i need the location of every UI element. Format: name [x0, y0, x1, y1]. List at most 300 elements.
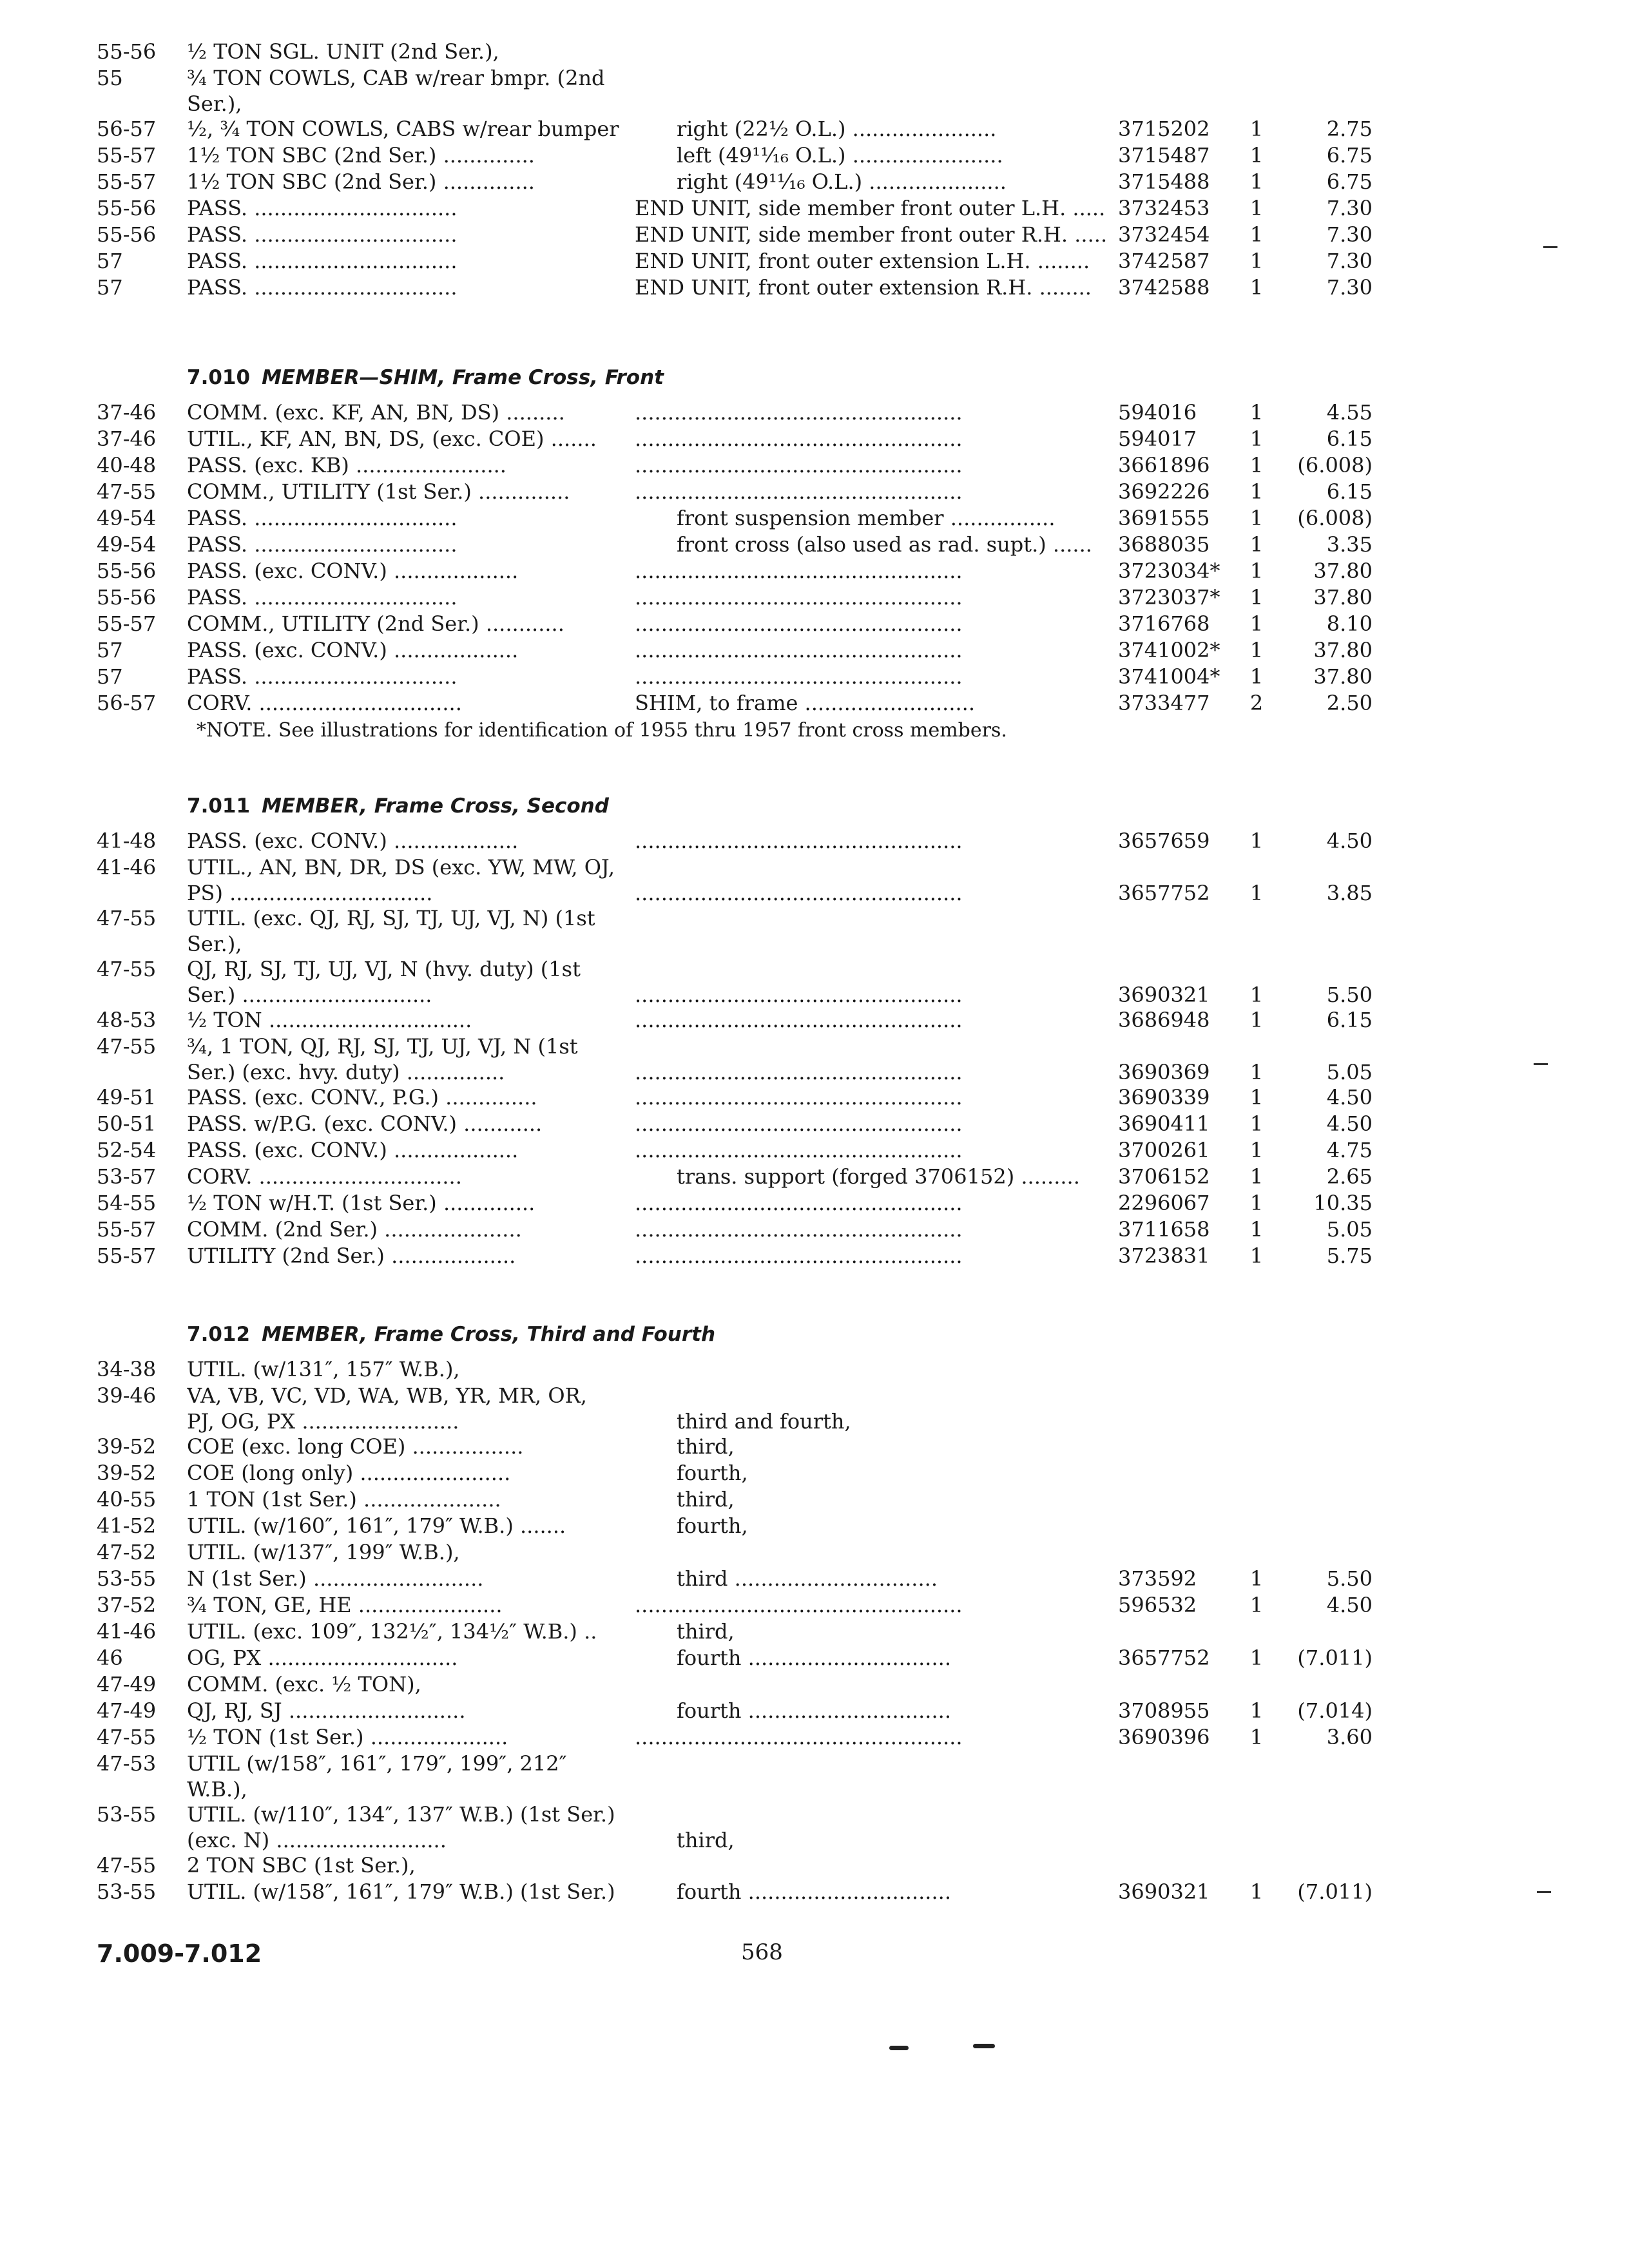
price: 10.35 [1313, 1191, 1373, 1215]
part-number: 3690339 [1118, 1085, 1210, 1110]
part-remark: END UNIT, side member front outer R.H. ..... [635, 222, 1108, 247]
parts-row [97, 1645, 1373, 1671]
section-s3 [97, 770, 1373, 1269]
application-description: N (1st Ser.) .......................... [187, 1566, 484, 1591]
parts-row [97, 1137, 1373, 1164]
part-remark: third ............................... [677, 1566, 938, 1591]
parts-row [97, 1460, 1373, 1486]
application-description: Ser.), [187, 932, 242, 956]
price: 4.50 [1326, 829, 1373, 853]
parts-row [97, 1243, 1373, 1269]
price: 6.15 [1326, 427, 1373, 451]
year-range: 57 [97, 638, 123, 662]
parts-row [97, 1828, 1373, 1852]
part-remark: fourth, [677, 1514, 748, 1538]
part-number: 3657752 [1118, 1646, 1210, 1670]
section-note: *NOTE. See illustrations for identification of 1955 thru 1957 front cross members. [197, 719, 1007, 742]
parts-row [97, 1852, 1373, 1879]
part-remark: .................................................. [635, 1138, 963, 1162]
parts-row [97, 1383, 1373, 1409]
part-remark: .................................................. [635, 1085, 963, 1110]
application-description: PASS. (exc. CONV.) ................... [187, 638, 519, 662]
part-number: 3732453 [1118, 196, 1210, 220]
application-description: 1½ TON SBC (2nd Ser.) .............. [187, 169, 535, 194]
quantity: 1 [1249, 1646, 1264, 1670]
year-range: 57 [97, 249, 123, 273]
parts-row [97, 1724, 1373, 1751]
year-range: 55-57 [97, 1217, 157, 1242]
price: 5.50 [1326, 983, 1373, 1007]
parts-row [97, 1592, 1373, 1619]
quantity: 1 [1249, 453, 1264, 477]
application-description: PASS. (exc. CONV.) ................... [187, 1138, 519, 1162]
part-number: 3741004* [1118, 664, 1220, 689]
application-description: ½ TON w/H.T. (1st Ser.) .............. [187, 1191, 535, 1215]
parts-row [97, 39, 1373, 65]
section-range-label: 7.009-7.012 [97, 1939, 262, 1968]
quantity: 1 [1249, 249, 1264, 273]
section-heading [97, 787, 1373, 825]
year-range: 49-54 [97, 532, 157, 557]
part-remark: fourth ............................... [677, 1646, 951, 1670]
part-remark: END UNIT, side member front outer L.H. ..... [635, 196, 1106, 220]
part-number: 373592 [1118, 1566, 1197, 1591]
application-description: UTIL. (exc. 109″, 132½″, 134½″ W.B.) .. [187, 1619, 597, 1644]
part-number: 3700261 [1118, 1138, 1210, 1162]
part-number: 3716768 [1118, 611, 1210, 636]
price: 4.55 [1326, 400, 1373, 425]
year-range: 41-46 [97, 855, 157, 879]
price: 37.80 [1313, 559, 1373, 583]
year-range: 55-56 [97, 39, 157, 64]
quantity: 2 [1249, 691, 1264, 715]
quantity: 1 [1249, 1217, 1264, 1242]
parts-row [97, 956, 1373, 983]
application-description: PASS. ............................... [187, 664, 458, 689]
part-remark: front suspension member ................ [677, 506, 1055, 530]
part-number: 596532 [1118, 1593, 1197, 1617]
year-range: 57 [97, 275, 123, 300]
quantity: 1 [1249, 169, 1264, 194]
application-description: QJ, RJ, SJ, TJ, UJ, VJ, N (hvy. duty) (1st [187, 957, 581, 981]
parts-row [97, 1434, 1373, 1460]
parts-row [97, 274, 1373, 301]
part-number: 3690321 [1118, 1879, 1210, 1904]
price: 6.15 [1326, 1008, 1373, 1032]
application-description: COMM. (2nd Ser.) ..................... [187, 1217, 522, 1242]
price: (6.008) [1297, 506, 1373, 530]
part-remark: .................................................. [635, 829, 963, 853]
parts-row [97, 1751, 1373, 1777]
price: 6.75 [1326, 169, 1373, 194]
part-remark: right (49¹¹⁄₁₆ O.L.) ..................... [677, 169, 1007, 194]
price: 5.05 [1326, 1217, 1373, 1242]
price: 5.75 [1326, 1244, 1373, 1268]
application-description: 2 TON SBC (1st Ser.), [187, 1853, 416, 1878]
year-range: 39-46 [97, 1383, 157, 1408]
part-remark: .................................................. [635, 1593, 963, 1617]
application-description: COE (exc. long COE) ................. [187, 1434, 524, 1459]
year-range: 49-54 [97, 506, 157, 530]
price: 5.50 [1326, 1566, 1373, 1591]
application-description: UTILITY (2nd Ser.) ................... [187, 1244, 516, 1268]
part-number: 3686948 [1118, 1008, 1210, 1032]
application-description: CORV. ............................... [187, 691, 462, 715]
application-description: ¾, 1 TON, QJ, RJ, SJ, TJ, UJ, VJ, N (1st [187, 1034, 578, 1059]
parts-row [97, 1007, 1373, 1033]
price: (7.014) [1297, 1698, 1373, 1723]
quantity: 1 [1249, 585, 1264, 610]
application-description: PASS. (exc. CONV.) ................... [187, 829, 519, 853]
part-number: 3690369 [1118, 1060, 1210, 1084]
year-range: 47-52 [97, 1540, 157, 1564]
parts-row [97, 65, 1373, 91]
part-remark: .................................................. [635, 1244, 963, 1268]
part-number: 3715202 [1118, 117, 1210, 141]
quantity: 1 [1249, 196, 1264, 220]
price: 4.75 [1326, 1138, 1373, 1162]
year-range: 53-55 [97, 1802, 157, 1827]
part-number: 3742587 [1118, 249, 1210, 273]
year-range: 50-51 [97, 1111, 157, 1136]
price: 2.65 [1326, 1164, 1373, 1189]
part-remark: .................................................. [635, 1111, 963, 1136]
application-description: COE (long only) ....................... [187, 1461, 511, 1485]
application-description: PASS. (exc. CONV., P.G.) .............. [187, 1085, 537, 1110]
price: (7.011) [1297, 1879, 1373, 1904]
year-range: 47-49 [97, 1698, 157, 1723]
part-remark: SHIM, to frame .......................... [635, 691, 976, 715]
year-range: 40-48 [97, 453, 157, 477]
quantity: 1 [1249, 222, 1264, 247]
year-range: 54-55 [97, 1191, 157, 1215]
price: 37.80 [1313, 664, 1373, 689]
parts-row [97, 881, 1373, 905]
application-description: Ser.) (exc. hvy. duty) ............... [187, 1060, 505, 1084]
parts-row [97, 1111, 1373, 1137]
parts-row [97, 828, 1373, 854]
parts-row [97, 169, 1373, 195]
year-range: 55-56 [97, 222, 157, 247]
price: 6.75 [1326, 143, 1373, 168]
application-description: ½, ¾ TON COWLS, CABS w/rear bumper [187, 117, 619, 141]
part-number: 2296067 [1118, 1191, 1210, 1215]
quantity: 1 [1249, 1698, 1264, 1723]
year-range: 55-56 [97, 196, 157, 220]
part-remark: .................................................. [635, 427, 963, 451]
price: 37.80 [1313, 585, 1373, 610]
year-range: 55-56 [97, 559, 157, 583]
part-remark: right (22½ O.L.) ...................... [677, 117, 997, 141]
parts-row [97, 479, 1373, 505]
price: 6.15 [1326, 479, 1373, 504]
year-range: 55-57 [97, 1244, 157, 1268]
application-description: PASS. w/P.G. (exc. CONV.) ............ [187, 1111, 543, 1136]
application-description: PASS. ............................... [187, 196, 458, 220]
year-range: 57 [97, 664, 123, 689]
price: 7.30 [1326, 196, 1373, 220]
year-range: 47-55 [97, 1034, 157, 1059]
parts-row [97, 399, 1373, 426]
parts-row [97, 1671, 1373, 1698]
quantity: 1 [1249, 1111, 1264, 1136]
part-number: 3657659 [1118, 829, 1210, 853]
quantity: 1 [1249, 117, 1264, 141]
part-number: 3657752 [1118, 881, 1210, 905]
price: 5.05 [1326, 1060, 1373, 1084]
part-remark: third, [677, 1828, 735, 1852]
year-range: 46 [97, 1646, 123, 1670]
parts-row [97, 1698, 1373, 1724]
part-number: 3692226 [1118, 479, 1210, 504]
quantity: 1 [1249, 1879, 1264, 1904]
year-range: 49-51 [97, 1085, 157, 1110]
price: (7.011) [1297, 1646, 1373, 1670]
application-description: ½ TON (1st Ser.) ..................... [187, 1725, 508, 1749]
part-number: 3690321 [1118, 983, 1210, 1007]
part-number: 3723037* [1118, 585, 1220, 610]
application-description: UTIL. (w/137″, 199″ W.B.), [187, 1540, 460, 1564]
price: 2.50 [1326, 691, 1373, 715]
price: 2.75 [1326, 117, 1373, 141]
application-description: COMM. (exc. KF, AN, BN, DS) ......... [187, 400, 565, 425]
year-range: 47-55 [97, 1725, 157, 1749]
quantity: 1 [1249, 638, 1264, 662]
parts-row [97, 664, 1373, 690]
part-remark: third, [677, 1619, 735, 1644]
part-remark: END UNIT, front outer extension L.H. ........ [635, 249, 1090, 273]
year-range: 47-55 [97, 906, 157, 930]
parts-row [97, 1356, 1373, 1383]
part-remark: .................................................. [635, 479, 963, 504]
parts-row [97, 1084, 1373, 1111]
section-heading [97, 358, 1373, 397]
parts-row [97, 584, 1373, 611]
part-remark: END UNIT, front outer extension R.H. ........ [635, 275, 1092, 300]
section-number: 7.010 [187, 366, 251, 389]
application-description: Ser.) ............................. [187, 983, 432, 1007]
application-description: UTIL. (w/110″, 134″, 137″ W.B.) (1st Ser.) [187, 1802, 615, 1827]
application-description: W.B.), [187, 1777, 247, 1802]
parts-row [97, 1802, 1373, 1828]
parts-row [97, 222, 1373, 248]
application-description: UTIL (w/158″, 161″, 179″, 199″, 212″ [187, 1751, 567, 1776]
application-description: UTIL., KF, AN, BN, DS, (exc. COE) ....... [187, 427, 597, 451]
section-number: 7.011 [187, 794, 251, 818]
quantity: 1 [1249, 1191, 1264, 1215]
margin-tick [1543, 246, 1557, 248]
part-remark: .................................................. [635, 453, 963, 477]
application-description: 1½ TON SBC (2nd Ser.) .............. [187, 143, 535, 168]
application-description: PASS. (exc. CONV.) ................... [187, 559, 519, 583]
application-description: ½ TON SGL. UNIT (2nd Ser.), [187, 39, 499, 64]
year-range: 37-46 [97, 427, 157, 451]
section-heading [97, 1315, 1373, 1354]
quantity: 1 [1249, 143, 1264, 168]
parts-row [97, 1619, 1373, 1645]
price: 8.10 [1326, 611, 1373, 636]
quantity: 1 [1249, 1725, 1264, 1749]
application-description: PASS. ............................... [187, 249, 458, 273]
application-description: COMM., UTILITY (2nd Ser.) ............ [187, 611, 564, 636]
part-number: 3708955 [1118, 1698, 1210, 1723]
parts-row [97, 91, 1373, 116]
parts-row [97, 116, 1373, 142]
price: 7.30 [1326, 249, 1373, 273]
application-description: 1 TON (1st Ser.) ..................... [187, 1487, 501, 1512]
quantity: 1 [1249, 1593, 1264, 1617]
quantity: 1 [1249, 1060, 1264, 1084]
price: 7.30 [1326, 275, 1373, 300]
parts-row [97, 1486, 1373, 1513]
parts-row [97, 426, 1373, 452]
part-number: 3690411 [1118, 1111, 1210, 1136]
part-remark: .................................................. [635, 638, 963, 662]
year-range: 47-55 [97, 1853, 157, 1878]
year-range: 47-55 [97, 957, 157, 981]
scan-smudge [889, 2046, 909, 2050]
scan-smudge [973, 2044, 995, 2048]
part-remark: .................................................. [635, 611, 963, 636]
price: 4.50 [1326, 1593, 1373, 1617]
part-number: 3733477 [1118, 691, 1210, 715]
part-remark: .................................................. [635, 1217, 963, 1242]
year-range: 41-52 [97, 1514, 157, 1538]
section-s4 [97, 1298, 1373, 1905]
quantity: 1 [1249, 479, 1264, 504]
part-number: 3741002* [1118, 638, 1220, 662]
part-remark: .................................................. [635, 664, 963, 689]
parts-row [97, 854, 1373, 881]
section-s1 [97, 39, 1373, 301]
year-range: 56-57 [97, 117, 157, 141]
quantity: 1 [1249, 611, 1264, 636]
part-remark: left (49¹¹⁄₁₆ O.L.) ....................... [677, 143, 1003, 168]
year-range: 47-49 [97, 1672, 157, 1696]
parts-row [97, 532, 1373, 558]
section-title: MEMBER, Frame Cross, Third and Fourth [262, 1323, 716, 1346]
year-range: 52-54 [97, 1138, 157, 1162]
margin-tick [1534, 1063, 1548, 1065]
part-remark: .................................................. [635, 983, 963, 1007]
parts-row [97, 637, 1373, 664]
application-description: ½ TON ............................... [187, 1008, 472, 1032]
parts-row [97, 195, 1373, 222]
application-description: COMM. (exc. ½ TON), [187, 1672, 421, 1696]
quantity: 1 [1249, 506, 1264, 530]
quantity: 1 [1249, 983, 1264, 1007]
part-number: 3690396 [1118, 1725, 1210, 1749]
part-remark: fourth ............................... [677, 1698, 951, 1723]
application-description: UTIL. (w/158″, 161″, 179″ W.B.) (1st Ser.) [187, 1879, 615, 1904]
quantity: 1 [1249, 881, 1264, 905]
part-number: 3691555 [1118, 506, 1210, 530]
application-description: PASS. ............................... [187, 222, 458, 247]
quantity: 1 [1249, 1164, 1264, 1189]
application-description: ¾ TON COWLS, CAB w/rear bmpr. (2nd [187, 66, 605, 90]
price: 3.85 [1326, 881, 1373, 905]
quantity: 1 [1249, 1244, 1264, 1268]
price: 3.35 [1326, 532, 1373, 557]
quantity: 1 [1249, 1138, 1264, 1162]
price: 37.80 [1313, 638, 1373, 662]
part-remark: trans. support (forged 3706152) ......... [677, 1164, 1080, 1189]
year-range: 39-52 [97, 1461, 157, 1485]
year-range: 53-57 [97, 1164, 157, 1189]
section-title: MEMBER—SHIM, Frame Cross, Front [262, 366, 664, 389]
quantity: 1 [1249, 275, 1264, 300]
parts-row [97, 1216, 1373, 1243]
quantity: 1 [1249, 532, 1264, 557]
part-number: 3723831 [1118, 1244, 1210, 1268]
year-range: 55 [97, 66, 123, 90]
parts-row [97, 248, 1373, 274]
parts-row [97, 1060, 1373, 1084]
parts-row [97, 452, 1373, 479]
application-description: PASS. ............................... [187, 275, 458, 300]
part-number: 3732454 [1118, 222, 1210, 247]
page-number: 568 [741, 1939, 783, 1965]
parts-row [97, 1777, 1373, 1802]
price: (6.008) [1297, 453, 1373, 477]
application-description: UTIL. (w/131″, 157″ W.B.), [187, 1357, 460, 1381]
application-description: Ser.), [187, 91, 242, 116]
application-description: CORV. ............................... [187, 1164, 462, 1189]
price: 3.60 [1326, 1725, 1373, 1749]
year-range: 53-55 [97, 1879, 157, 1904]
price: 7.30 [1326, 222, 1373, 247]
parts-row [97, 505, 1373, 532]
quantity: 1 [1249, 664, 1264, 689]
part-number: 3715488 [1118, 169, 1210, 194]
year-range: 47-55 [97, 479, 157, 504]
part-remark: third, [677, 1434, 735, 1459]
part-number: 594017 [1118, 427, 1197, 451]
parts-row [97, 142, 1373, 169]
application-description: OG, PX ............................. [187, 1646, 458, 1670]
year-range: 55-56 [97, 585, 157, 610]
quantity: 1 [1249, 1085, 1264, 1110]
year-range: 40-55 [97, 1487, 157, 1512]
parts-row [97, 1033, 1373, 1060]
quantity: 1 [1249, 1566, 1264, 1591]
part-number: 594016 [1118, 400, 1197, 425]
year-range: 39-52 [97, 1434, 157, 1459]
application-description: UTIL. (w/160″, 161″, 179″ W.B.) ....... [187, 1514, 566, 1538]
year-range: 37-46 [97, 400, 157, 425]
application-description: (exc. N) .......................... [187, 1828, 447, 1852]
application-description: VA, VB, VC, VD, WA, WB, YR, MR, OR, [187, 1383, 587, 1408]
parts-row [97, 1539, 1373, 1566]
application-description: QJ, RJ, SJ ........................... [187, 1698, 466, 1723]
application-description: PS) ............................... [187, 881, 433, 905]
year-range: 55-57 [97, 143, 157, 168]
section-title: MEMBER, Frame Cross, Second [262, 794, 609, 818]
part-remark: third and fourth, [677, 1409, 851, 1434]
application-description: COMM., UTILITY (1st Ser.) .............. [187, 479, 570, 504]
quantity: 1 [1249, 1008, 1264, 1032]
quantity: 1 [1249, 427, 1264, 451]
part-remark: fourth, [677, 1461, 748, 1485]
part-number: 3723034* [1118, 559, 1220, 583]
parts-row [97, 558, 1373, 584]
price: 4.50 [1326, 1111, 1373, 1136]
part-remark: .................................................. [635, 1191, 963, 1215]
application-description: PJ, OG, PX ........................ [187, 1409, 459, 1434]
parts-row [97, 1409, 1373, 1434]
part-remark: fourth ............................... [677, 1879, 951, 1904]
quantity: 1 [1249, 829, 1264, 853]
